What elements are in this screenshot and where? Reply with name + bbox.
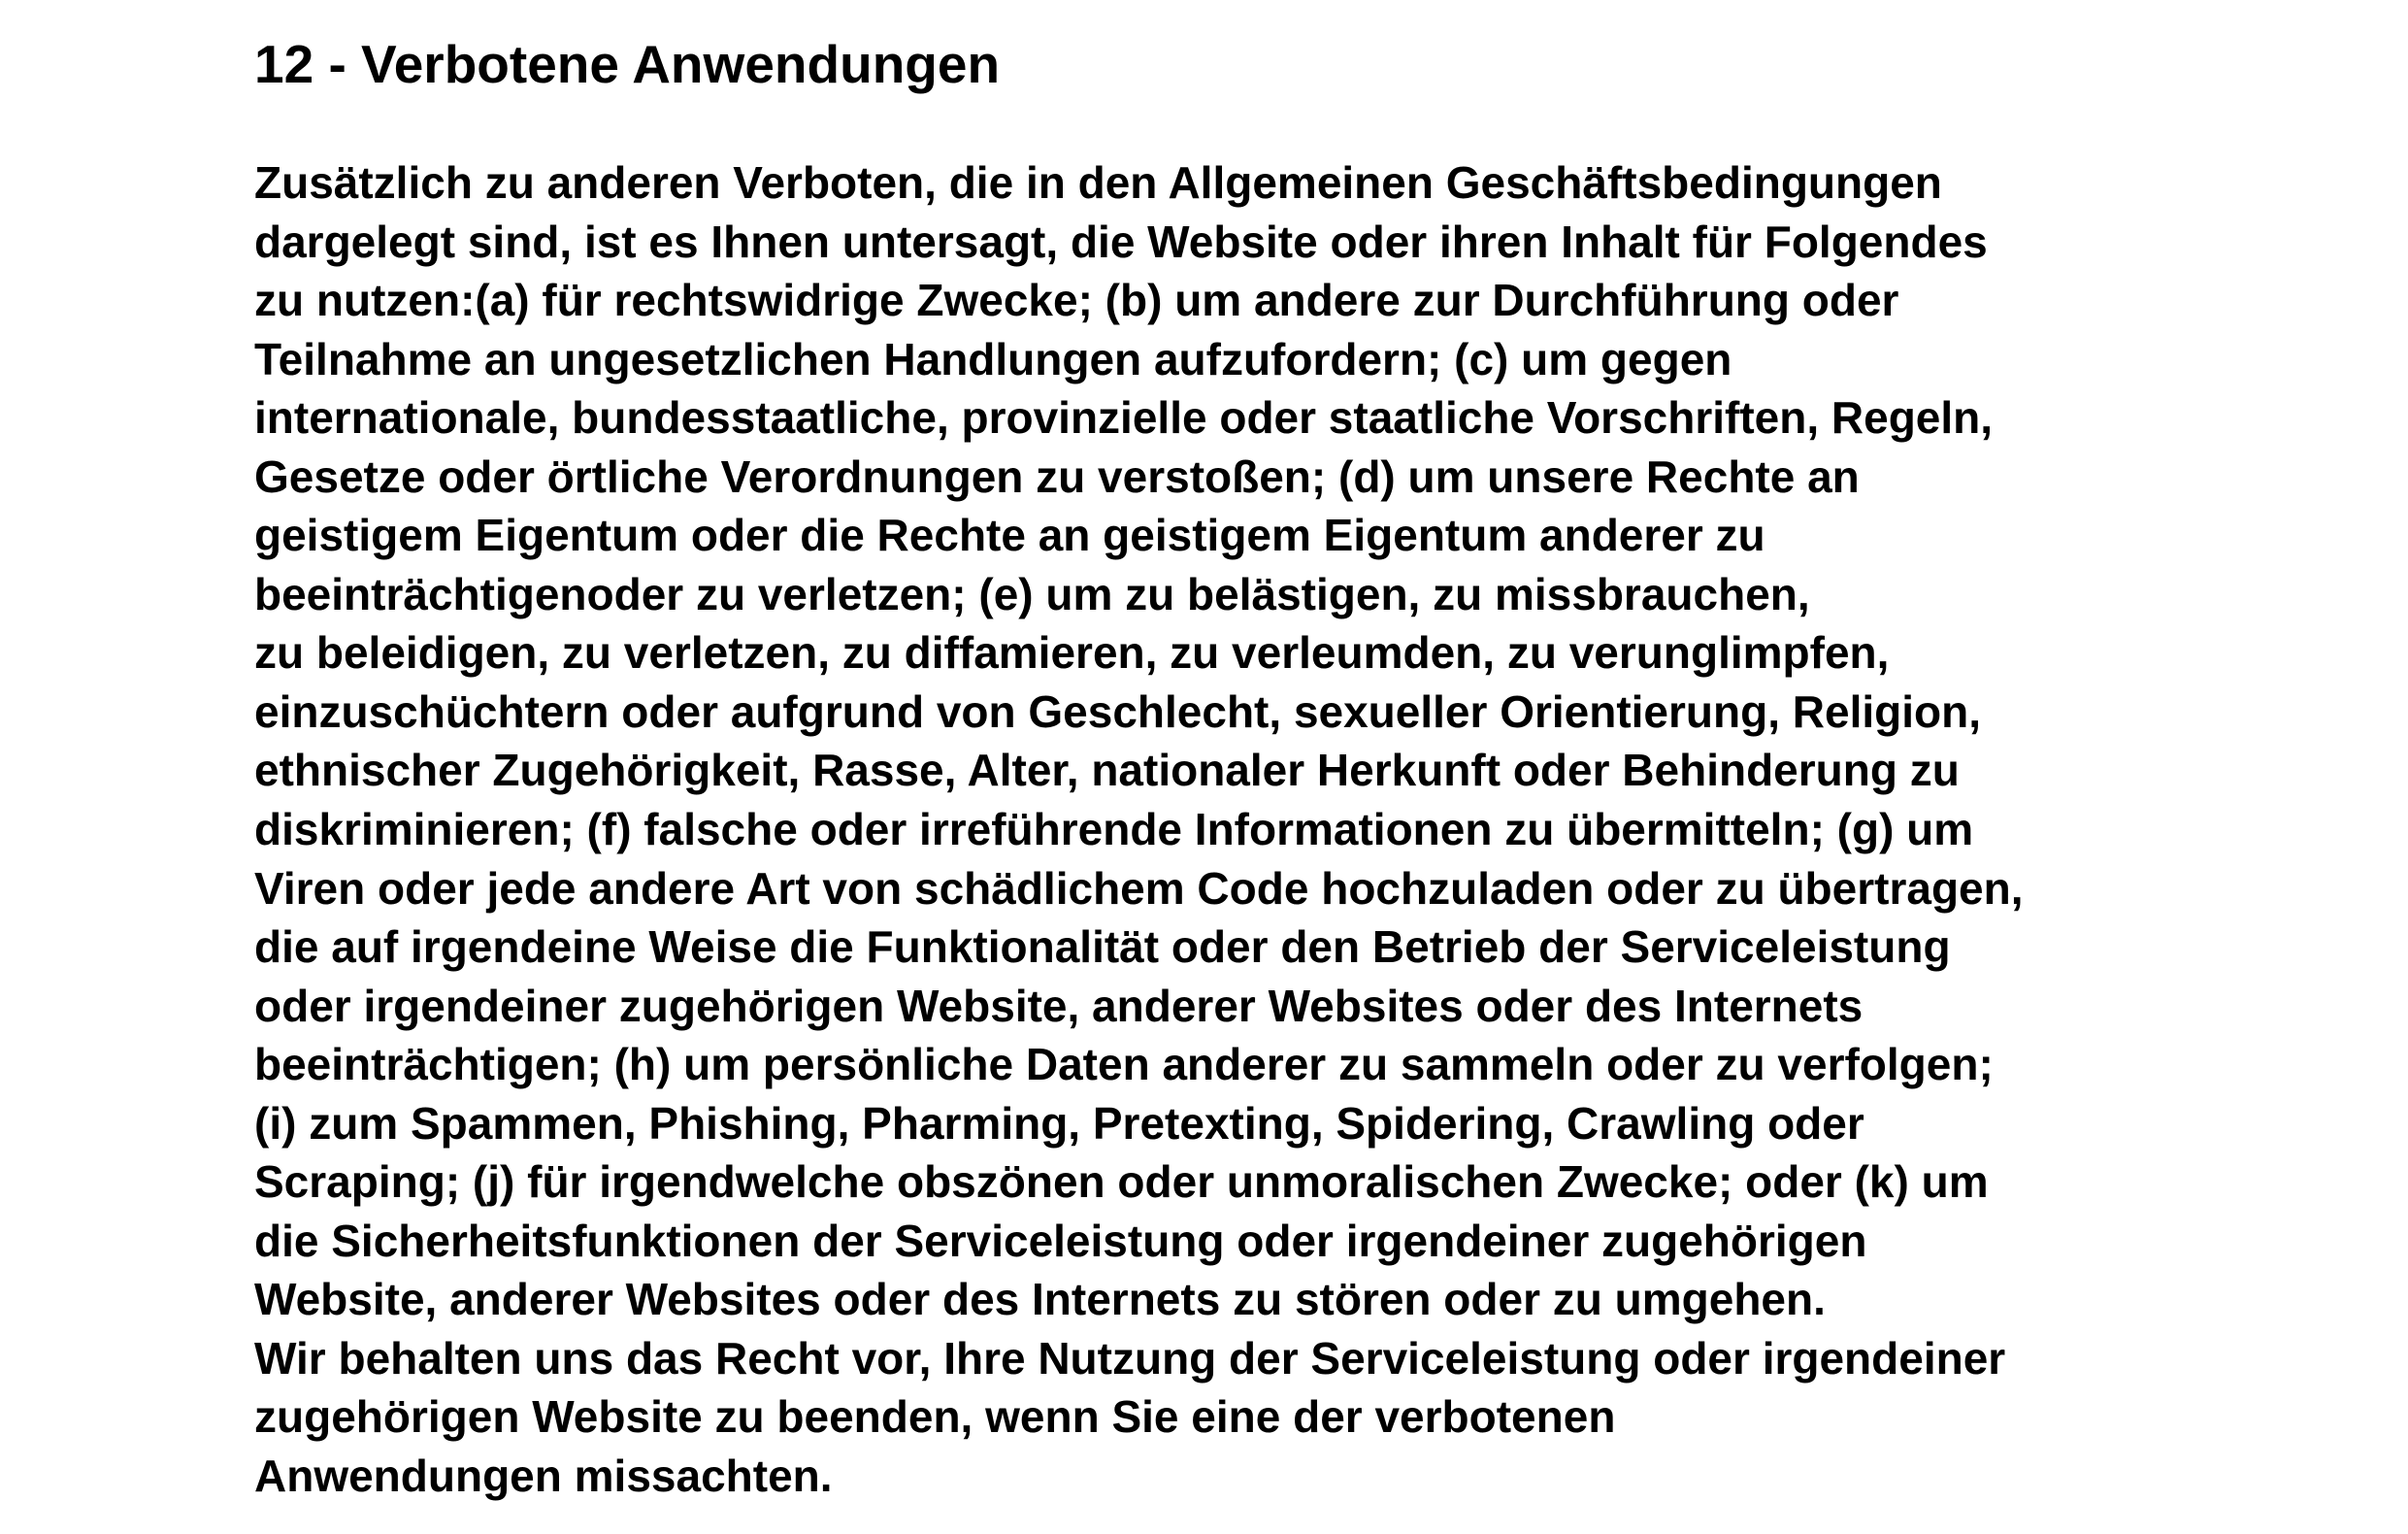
body-line: diskriminieren; (f) falsche oder irreführende Informationen zu übermitteln; (g) um [254,804,1974,855]
body-line: Website, anderer Websites oder des Internets zu stören oder zu umgehen. [254,1274,1826,1325]
body-line: zu nutzen:(a) für rechtswidrige Zwecke; (b) um andere zur Durchführung oder [254,275,1899,326]
body-line: beeinträchtigenoder zu verletzen; (e) um zu belästigen, zu missbrauchen, [254,568,1810,619]
body-line: Gesetze oder örtliche Verordnungen zu verstoßen; (d) um unsere Rechte an [254,450,1860,502]
body-line: geistigem Eigentum oder die Rechte an geistigem Eigentum anderer zu [254,510,1765,561]
body-line: internationale, bundesstaatliche, provinzielle oder staatliche Vorschriften, Regeln, [254,392,1994,444]
body-line: oder irgendeiner zugehörigen Website, anderer Websites oder des Internets [254,980,1864,1031]
body-line: zugehörigen Website zu beenden, wenn Sie eine der verbotenen [254,1391,1616,1443]
body-line: die auf irgendeine Weise die Funktionalität oder den Betrieb der Serviceleistung [254,921,1951,973]
body-line: dargelegt sind, ist es Ihnen untersagt, die Website oder ihren Inhalt für Folgendes [254,216,1988,267]
body-line: Wir behalten uns das Recht vor, Ihre Nutzung der Serviceleistung oder irgendeiner [254,1332,2006,1384]
body-line: ethnischer Zugehörigkeit, Rasse, Alter, nationaler Herkunft oder Behinderung zu [254,745,1960,796]
section-body [254,153,2024,1506]
body-line: Scraping; (j) für irgendwelche obszönen oder unmoralischen Zwecke; oder (k) um [254,1156,1989,1208]
section-title: 12 - Verbotene Anwendungen [254,34,1001,94]
body-line: Zusätzlich zu anderen Verboten, die in den Allgemeinen Geschäftsbedingungen [254,157,1942,208]
body-line: beeinträchtigen; (h) um persönliche Daten anderer zu sammeln oder zu verfolgen; [254,1039,1994,1090]
body-line: Teilnahme an ungesetzlichen Handlungen aufzufordern; (c) um gegen [254,333,1732,384]
body-line: Anwendungen missachten. [254,1451,833,1502]
body-line: zu beleidigen, zu verletzen, zu diffamieren, zu verleumden, zu verunglimpfen, [254,627,1890,679]
body-line: die Sicherheitsfunktionen der Serviceleistung oder irgendeiner zugehörigen [254,1215,1867,1266]
body-line: einzuschüchtern oder aufgrund von Geschlecht, sexueller Orientierung, Religion, [254,685,1981,737]
body-line: Viren oder jede andere Art von schädlichem Code hochzuladen oder zu übertragen, [254,862,2024,914]
body-line: (i) zum Spammen, Phishing, Pharming, Pretexting, Spidering, Crawling oder [254,1097,1864,1149]
